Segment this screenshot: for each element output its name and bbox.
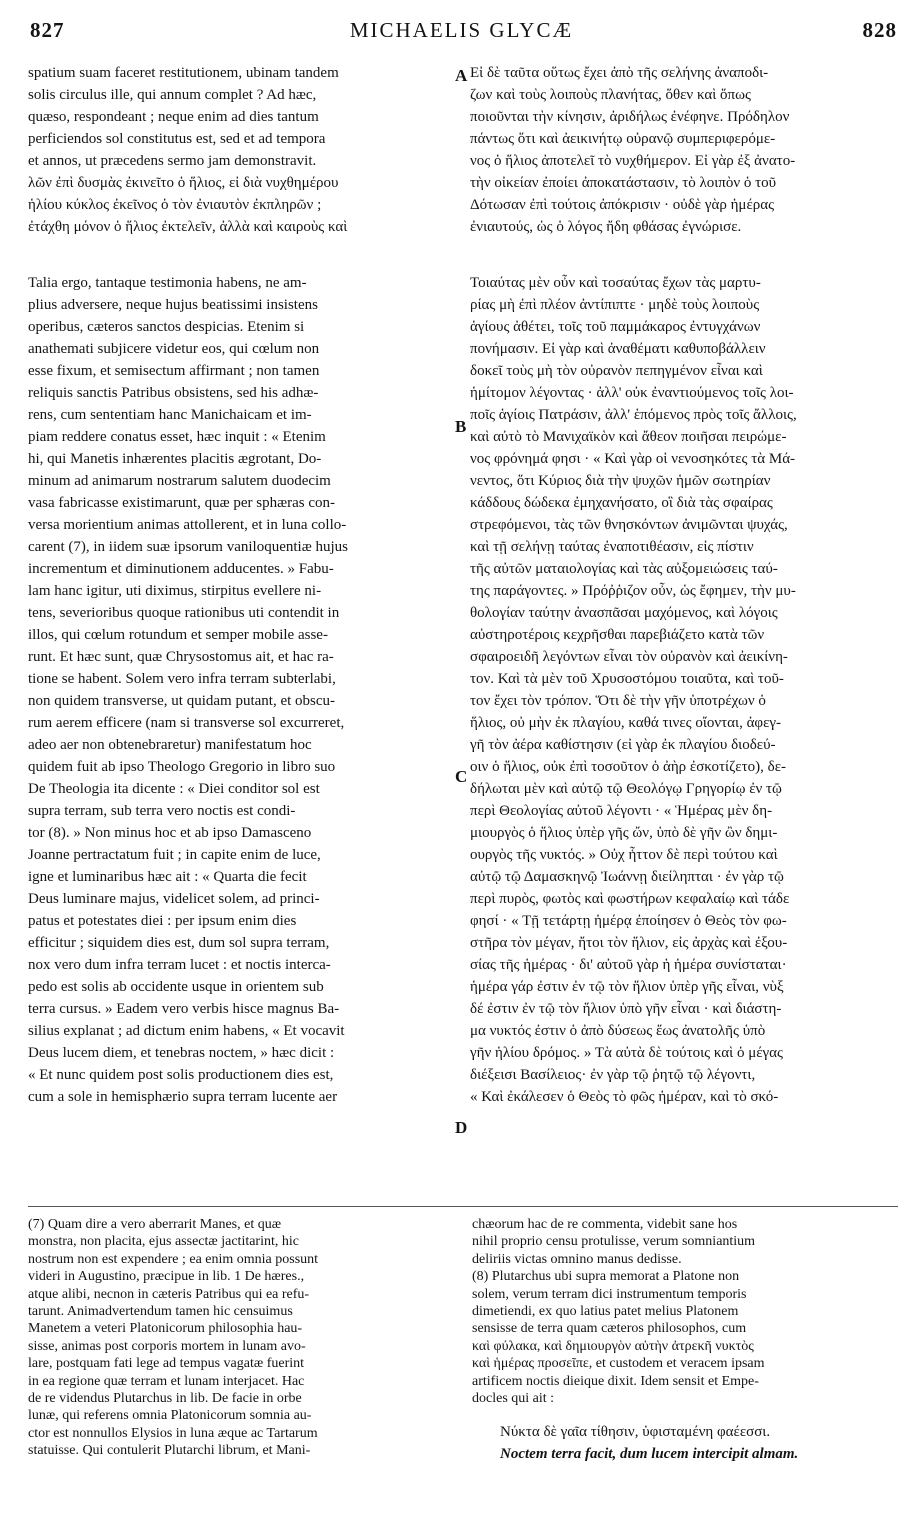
text-line: ποιοῦνται τὴν κίνησιν, ἀριδήλως ἐνέφηνε. Πρόδηλον — [470, 109, 790, 125]
text-line: spatium suam faceret restitutionem, ubinam tandem — [28, 65, 339, 81]
text-line: operibus, cæteros sanctos despicias. Etenim si — [28, 319, 305, 335]
text-line: νος ὁ ἥλιος ἀποτελεῖ τὸ νυχθήμερον. Εἰ γὰρ ἐξ ἀνατο- — [470, 153, 796, 169]
text-line: (7) Quam dire a vero aberrarit Manes, et quæ — [28, 1217, 282, 1232]
text-line: igne et luminaribus hæc ait : « Quarta die fecit — [28, 869, 307, 885]
text-line: patus et potestates diei : per ipsum enim dies — [28, 913, 297, 929]
text-line: νεντος, ὅτι Κύριος διὰ τὴν ψυχῶν ἡμῶν σωτηρίαν — [470, 473, 771, 489]
text-line: Joanne pertractatum fuit ; in capite enim de luce, — [28, 847, 321, 863]
text-line: quæso, respondeant ; neque enim ad dies tantum — [28, 109, 319, 125]
text-line: carent (7), in iidem suæ ipsorum vaniloquentiæ hujus — [28, 539, 348, 555]
text-line: supra terram, sub terra vero noctis est condi- — [28, 803, 296, 819]
text-line: runt. Et hæc sunt, quæ Chrysostomus ait, et hac ra- — [28, 649, 334, 665]
text-line: De Theologia ita dicente : « Diei conditor sol est — [28, 781, 320, 797]
text-line: γῆν ἡλίου δρόμος. » Τὰ αὐτὰ δὲ τούτοις καὶ ὁ μέγας — [470, 1045, 783, 1061]
text-line: δήλωται μὲν καὶ αὐτῷ τῷ Θεολόγῳ Γρηγορίῳ ἐν τῷ — [470, 781, 782, 797]
text-line: tens, severioribus quoque rationibus uti contendit in — [28, 605, 340, 621]
text-line: adeo aer non obtenebraretur) manifestatum hoc — [28, 737, 312, 753]
text-line: οιν ὁ ἥλιος, οὐκ ἐπὶ τοσοῦτον ὁ ἀὴρ ἐσκοτίζετο), δε- — [470, 759, 786, 775]
latin-column-main — [28, 272, 456, 1108]
text-line: de re videndus Plutarchus in lib. De facie in orbe — [28, 1391, 302, 1407]
text-line: στρεφόμενοι, τὰς τῶν θνησκόντων ἀνιμῶνται ψυχάς, — [470, 517, 788, 533]
text-line: στῆρα τὸν μέγαν, ἤτοι τὸν ἥλιον, εἰς ἀρχὰς καὶ ἐξου- — [470, 935, 788, 951]
text-line: incrementum et diminutionem adducentes. » Fabu- — [28, 561, 334, 577]
text-line: solem, verum terram dici instrumentum temporis — [472, 1286, 747, 1302]
page-header — [0, 16, 923, 50]
text-line: docles qui ait : — [472, 1391, 555, 1407]
text-line: τῆς αὐτῶν ματαιολογίας καὶ τὰς αὐξομειώσεις ταύ- — [470, 561, 778, 577]
text-line: ρίας μὴ ἐπὶ πλέον ἀντίπιπτε · μηδὲ τοὺς λοιποὺς — [470, 297, 760, 313]
text-line: sensisse de terra quam cæteros philosophos, cum — [472, 1321, 747, 1337]
text-line: tarunt. Animadvertendum tamen hic censuimus — [28, 1304, 293, 1320]
text-line: Δότωσαν ἐπὶ τούτοις ἀπόκρισιν · οὐδὲ γὰρ ἡμέρας — [470, 197, 775, 213]
text-line: ἡμέρα γάρ ἐστιν ἐν τῷ τὸν ἥλιον ὑπὲρ γῆς εἶναι, νὺξ — [470, 979, 784, 995]
text-line: vasa fabricasse existimarunt, quæ per sphæras con- — [28, 495, 335, 511]
text-line: δέ ἐστιν ἐν τῷ τὸν ἥλιον ὑπὸ γῆν εἶναι · καὶ διάστη- — [470, 1001, 782, 1017]
text-line: μα νυκτός ἐστιν ὁ ἀπὸ δύσεως ἕως ἀνατολῆς ὑπὸ — [470, 1023, 766, 1039]
text-line: « Et nunc quidem post solis productionem dies est, — [28, 1067, 334, 1083]
text-line: cum a sole in hemisphærio supra terram lucente aer — [28, 1089, 338, 1105]
text-line: esse fixum, et semisectum affirmant ; non tamen — [28, 363, 320, 379]
text-line: nihil proprio censu protulisse, verum somniantium — [472, 1234, 756, 1250]
text-line: « Καὶ ἐκάλεσεν ὁ Θεὸς τὸ φῶς ἡμέραν, καὶ τὸ σκό- — [470, 1089, 779, 1105]
text-line: καὶ τῇ σελήνῃ ταύτας ἐναποτιθέασιν, εἰς πίστιν — [470, 539, 754, 555]
greek-column-top — [470, 62, 900, 238]
text-line: ἁγίους ἀθέτει, τοῖς τοῦ παμμάκαρος ἐντυγχάνων — [470, 319, 761, 335]
text-line: ζων καὶ τοὺς λοιποὺς πλανήτας, ὅθεν καὶ ὅπως — [470, 87, 751, 103]
text-line: πάντως ὅτι καὶ ἀεικινήτῳ οὐρανῷ συμπεριφερόμε- — [470, 131, 776, 147]
text-line: Manetem a veteri Platonicorum philosophia hau- — [28, 1321, 303, 1337]
margin-letter-c: C — [455, 767, 468, 786]
text-line: περὶ Θεολογίας αὐτοῦ λέγοντι · « Ἡμέρας μὲν δη- — [470, 803, 773, 819]
text-line: πονήμασιν. Εἰ γὰρ καὶ ἀναθέματι καθυποβάλλειν — [470, 341, 766, 357]
text-line: lare, postquam fati lege ad tempus vagatæ fuerint — [28, 1356, 305, 1372]
footnote-7 — [28, 1216, 456, 1460]
text-line: sisse, animas post corporis mortem in lunam avo- — [28, 1338, 306, 1354]
text-line: chæorum hac de re commenta, videbit sane hos — [472, 1217, 738, 1232]
text-line: piam reddere conatus esset, hæc inquit : « Etenim — [28, 429, 326, 445]
text-line: αὐτῷ τῷ Δαμασκηνῷ Ἰωάννῃ διείληπται · ἐν γὰρ τῷ — [470, 869, 784, 885]
text-line: rum aerem efficere (nam si transverse sol excurreret, — [28, 715, 345, 731]
text-line: tione se habent. Solem vero infra terram subterlabi, — [28, 671, 336, 687]
text-line: ἐτάχθη μόνον ὁ ἥλιος ἐκτελεῖν, ἀλλὰ καὶ καιροὺς καὶ — [28, 219, 348, 235]
text-line: minum ad animarum nostrarum salutem duodecim — [28, 473, 331, 489]
text-line: ἥλιος, οὐ μὴν ἐκ πλαγίου, καθά τινες οἴονται, ἀφεγ- — [470, 715, 782, 731]
text-line: καὶ αὐτὸ τὸ Μανιχαϊκὸν καὶ ἄθεον ποιῆσαι πειρώμε- — [470, 429, 787, 445]
text-line: dimetiendi, ex quo latius patet melius Platonem — [472, 1304, 739, 1320]
text-line: γῆ τὸν ἀέρα καθίστησιν (εἰ γὰρ ἐκ πλαγίου διοδεύ- — [470, 737, 776, 753]
text-line: Τοιαύτας μὲν οὖν καὶ τοσαύτας ἔχων τὰς μαρτυ- — [470, 275, 761, 291]
text-line: hi, qui Manetis inhærentes placitis ægrotant, Do- — [28, 451, 322, 467]
latin-column-top — [28, 62, 456, 238]
text-line: ἡλίου κύκλος ἐκεῖνος ὁ τὸν ἐνιαυτὸν ἐκπληρῶν ; — [28, 197, 322, 213]
text-line: νος φρόνημά φησι · « Καὶ γὰρ οἱ νενοσηκότες τὰ Μά- — [470, 451, 796, 467]
text-line: τον. Καὶ τὰ μὲν τοῦ Χρυσοστόμου τοιαῦτα, καὶ τοῦ- — [470, 671, 784, 687]
text-line: illos, qui cœlum rotundum et semper mobile asse- — [28, 627, 328, 643]
text-line: μιουργὸς ὁ ἥλιος ὑπὲρ γῆς ὤν, ὑπὸ δὲ γῆν ὢν δημι- — [470, 825, 778, 841]
text-line: in ea regione quæ terram et lunam interjacet. Hac — [28, 1373, 305, 1389]
text-line: ποῖς ἁγίοις Πατράσιν, ἀλλ' ἑπόμενος πρὸς τοῖς ἄλλοις, — [470, 407, 797, 423]
text-line: Deus lucem diem, et tenebras noctem, » hæc dicit : — [28, 1045, 335, 1061]
running-title: MICHAELIS GLYCÆ — [349, 18, 574, 42]
text-line: lam hanc igitur, uti diximus, stirpitus evellere ni- — [28, 583, 322, 599]
text-line: artificem noctis dieique dixit. Idem sensit et Empe- — [472, 1373, 759, 1389]
text-line: Talia ergo, tantaque testimonia habens, ne am- — [28, 275, 307, 291]
text-line: φησί · « Τῇ τετάρτῃ ἡμέρᾳ ἐποίησεν ὁ Θεὸς τὸν φω- — [470, 913, 787, 929]
page-number-right: 828 — [862, 18, 897, 42]
text-line: (8) Plutarchus ubi supra memorat a Platone non — [472, 1269, 740, 1285]
text-line: σίας τῆς ἡμέρας · δι' αὐτοῦ γὰρ ἡ ἡμέρα συνίσταται· — [470, 957, 787, 973]
greek-column-main — [470, 272, 900, 1108]
text-line: τὴν οἰκείαν ἐποίει ἀποκατάστασιν, τὸ λοιπὸν ὁ τοῦ — [470, 175, 777, 191]
text-line: κάδδους δώδεκα ἐμηχανήσατο, οἳ διὰ τὰς σφαίρας — [470, 495, 773, 511]
text-line: της παράγοντες. » Πρόῤῥιζον οὖν, ὡς ἔφημεν, τὴν μυ- — [470, 583, 796, 599]
text-line: perficiendos sol constitutus est, sed et ad tempora — [28, 131, 326, 147]
text-line: τον ἔχει τὸν τρόπον. Ὅτι δὲ τὴν γῆν ὑποτρέχων ὁ — [470, 693, 766, 709]
text-line: lunæ, qui referens omnia Platonicorum somnia au- — [28, 1408, 312, 1424]
text-line: λῶν ἐπὶ δυσμὰς ἐκινεῖτο ὁ ἥλιος, εἰ διὰ νυχθημέρου — [28, 175, 339, 191]
text-line: Εἰ δὲ ταῦτα οὕτως ἔχει ἀπὸ τῆς σελήνης ἀναποδι- — [470, 65, 769, 81]
verse-latin: Noctem terra facit, dum lucem intercipit almam. — [500, 1446, 799, 1462]
text-line: αὐστηροτέροις κεχρῆσθαι παρεβιάζετο κατὰ τῶν — [470, 627, 765, 643]
text-line: καὶ ἡμέρας προσεῖπε, et custodem et veracem ipsam — [472, 1356, 765, 1372]
text-line: ἡμίτομον λέγοντας · ἀλλ' οὐκ ἐναντιούμενος τοῖς λοι- — [470, 385, 794, 401]
footnote-8 — [472, 1216, 898, 1407]
page-number-left: 827 — [30, 18, 65, 42]
text-line: ἐνιαυτούς, ὡς ὁ λόγος ἤδη φθάσας ἐγνώρισε. — [470, 219, 742, 235]
text-line: atque alibi, necnon in cæteris Patribus qui ea refu- — [28, 1286, 310, 1302]
text-line: monstra, non placita, ejus assectæ jactitarint, hic — [28, 1234, 299, 1250]
text-line: δοκεῖ τοὺς μὴ τὸν οὐρανὸν πεπηγμένον εἶναι καὶ — [470, 363, 763, 379]
text-line: ουργὸς τῆς νυκτός. » Οὐχ ἧττον δὲ περὶ τούτου καὶ — [470, 847, 778, 863]
text-line: nox vero dum infra terram lucet : et noctis interca- — [28, 957, 331, 973]
text-line: non quidem transverse, ut quidam putant, et obscu- — [28, 693, 336, 709]
text-line: et annos, ut præcedens sermo jam demonstravit. — [28, 153, 317, 169]
text-line: reliquis sanctis Patribus obsistens, sed his adhæ- — [28, 385, 319, 401]
text-line: θολογίαν ταύτην ἀνασπᾶσαι μαχόμενος, καὶ λόγοις — [470, 605, 778, 621]
text-line: videri in Augustino, præcipue in lib. 1 De hæres., — [28, 1269, 305, 1285]
text-line: διέξεισι Βασίλειος· ἐν γὰρ τῷ ῥητῷ τῷ λέγοντι, — [470, 1067, 756, 1083]
margin-letter-a: A — [455, 66, 468, 85]
text-line: solis circulus ille, qui annum complet ? Ad hæc, — [28, 87, 317, 103]
text-line: ctor est nonnullos Elysios in luna æque ac Tartarum — [28, 1425, 318, 1441]
text-line: pedo est solis ab occidente usque in orientem sub — [28, 979, 324, 995]
text-line: καὶ φύλακα, καὶ δημιουργὸν αὐτὴν ἀτρεκῆ νυκτὸς — [472, 1338, 754, 1354]
text-line: versa morientium animas attollerent, et in luna collo- — [28, 517, 347, 533]
text-line: statuisse. Qui contulerit Plutarchi librum, et Mani- — [28, 1443, 311, 1459]
margin-letter-b: B — [455, 417, 467, 436]
text-line: σφαιροειδῆ λεγόντων εἶναι τὸν οὐρανὸν καὶ ἀεικίνη- — [470, 649, 788, 665]
text-line: anathemati subjicere videtur eos, qui cœlum non — [28, 341, 320, 357]
text-line: quidem fuit ab ipso Theologo Gregorio in libro suo — [28, 759, 336, 775]
text-line: περὶ πυρὸς, φωτὸς καὶ φωστήρων κεφαλαίῳ καὶ τάδε — [470, 891, 790, 907]
text-line: nostrum non est expendere ; ea enim omnia possunt — [28, 1251, 319, 1267]
text-line: plius adversere, neque hujus beatissimi insistens — [28, 297, 318, 313]
text-line: Deus luminare majus, videlicet solem, ad princi- — [28, 891, 320, 907]
text-line: silius explanat ; ad dictum enim habens, « Et vocavit — [28, 1023, 345, 1039]
margin-letter-d: D — [455, 1118, 468, 1137]
text-line: efficitur ; siquidem dies est, dum sol supra terram, — [28, 935, 330, 951]
text-line: tor (8). » Non minus hoc et ab ipso Damasceno — [28, 825, 312, 841]
text-line: deliriis victas omnino manus dedisse. — [472, 1251, 682, 1267]
footnote-divider — [28, 1206, 898, 1207]
text-line: terra cursus. » Eadem vero verbis hisce magnus Ba- — [28, 1001, 340, 1017]
verse-greek: Νύκτα δὲ γαῖα τίθησιν, ὑφισταμένη φαέεσσι. — [500, 1424, 771, 1440]
text-line: rens, cum sententiam hanc Manichaicam et im- — [28, 407, 312, 423]
